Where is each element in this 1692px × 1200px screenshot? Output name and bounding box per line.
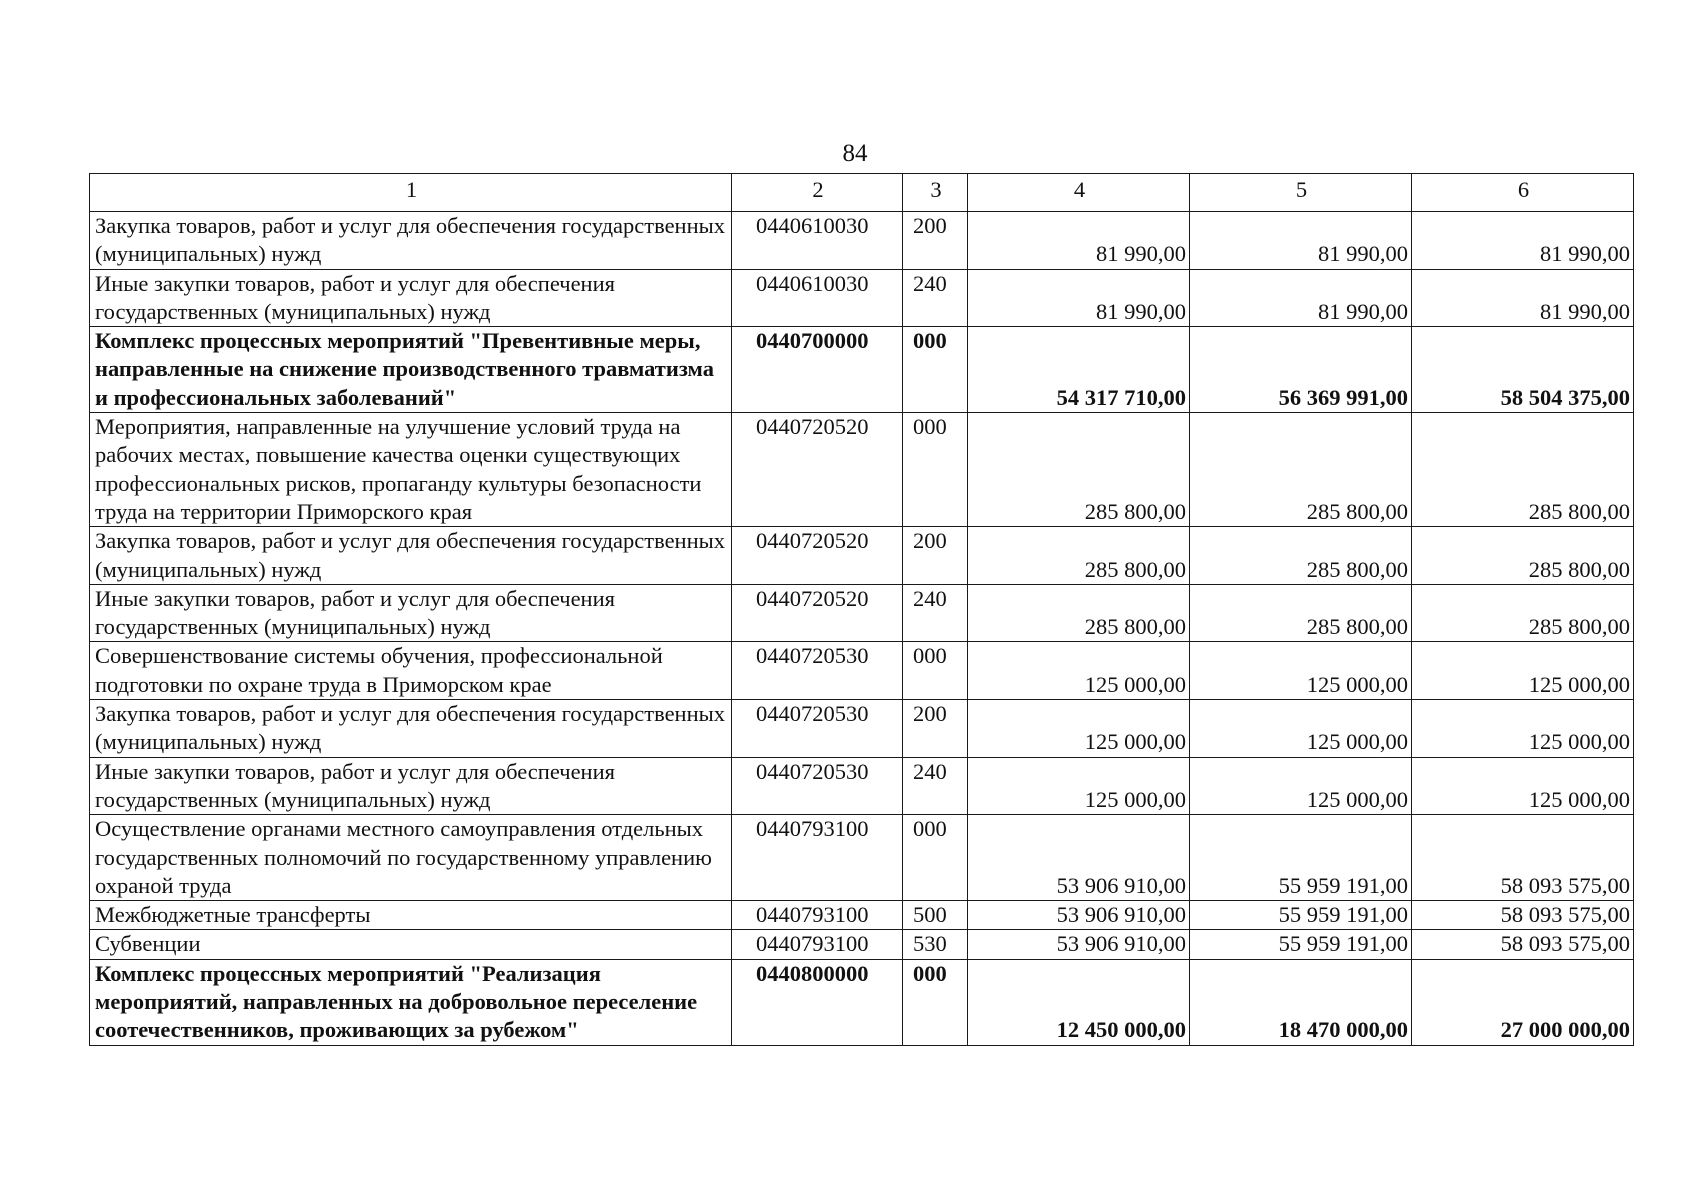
- row-name-cell: Комплекс процессных мероприятий "Превентивные меры, направленные на снижение производственного травматизма и профессиональных заболеваний": [90, 327, 732, 413]
- row-type-cell: 240: [903, 757, 968, 815]
- row-code-cell: 0440800000: [732, 959, 903, 1045]
- table-row: [90, 815, 1634, 901]
- row-amount-col5-cell: 285 800,00: [1190, 527, 1412, 585]
- row-amount-col5-cell: 55 959 191,00: [1190, 901, 1412, 930]
- column-header: 5: [1190, 174, 1412, 212]
- table-row: [90, 212, 1634, 270]
- table-row: [90, 757, 1634, 815]
- row-amount-col4-cell: 125 000,00: [968, 757, 1190, 815]
- table-body: [90, 212, 1634, 1046]
- column-header: 4: [968, 174, 1190, 212]
- table-row: [90, 527, 1634, 585]
- row-name-cell: Субвенции: [90, 930, 732, 959]
- row-name-cell: Межбюджетные трансферты: [90, 901, 732, 930]
- row-amount-col4-cell: 285 800,00: [968, 413, 1190, 527]
- row-type-cell: 000: [903, 642, 968, 700]
- row-name-cell: Иные закупки товаров, работ и услуг для обеспечения государственных (муниципальных) нужд: [90, 269, 732, 327]
- row-code-cell: 0440720530: [732, 642, 903, 700]
- row-amount-col5-cell: 55 959 191,00: [1190, 815, 1412, 901]
- table-row: [90, 413, 1634, 527]
- table-row: [90, 327, 1634, 413]
- row-amount-col6-cell: 285 800,00: [1412, 413, 1634, 527]
- row-name-cell: Иные закупки товаров, работ и услуг для обеспечения государственных (муниципальных) нужд: [90, 757, 732, 815]
- row-type-cell: 500: [903, 901, 968, 930]
- row-amount-col6-cell: 58 093 575,00: [1412, 815, 1634, 901]
- row-type-cell: 240: [903, 584, 968, 642]
- row-amount-col4-cell: 285 800,00: [968, 584, 1190, 642]
- row-name-cell: Комплекс процессных мероприятий "Реализация мероприятий, направленных на добровольное переселение соотечественников, проживающих за рубежом": [90, 959, 732, 1045]
- row-type-cell: 200: [903, 527, 968, 585]
- row-code-cell: 0440793100: [732, 815, 903, 901]
- row-type-cell: 000: [903, 815, 968, 901]
- row-name-cell: Мероприятия, направленные на улучшение условий труда на рабочих местах, повышение качества оценки существующих профессиональных рисков, пропаганду культуры безопасности труда на территории Приморского края: [90, 413, 732, 527]
- row-code-cell: 0440720520: [732, 527, 903, 585]
- row-amount-col4-cell: 12 450 000,00: [968, 959, 1190, 1045]
- row-amount-col5-cell: 285 800,00: [1190, 413, 1412, 527]
- row-amount-col4-cell: 81 990,00: [968, 212, 1190, 270]
- row-name-cell: Совершенствование системы обучения, профессиональной подготовки по охране труда в Приморском крае: [90, 642, 732, 700]
- row-code-cell: 0440720530: [732, 700, 903, 758]
- row-amount-col5-cell: 81 990,00: [1190, 212, 1412, 270]
- row-amount-col6-cell: 58 093 575,00: [1412, 930, 1634, 959]
- row-amount-col4-cell: 125 000,00: [968, 700, 1190, 758]
- row-amount-col6-cell: 58 504 375,00: [1412, 327, 1634, 413]
- table-row: [90, 959, 1634, 1045]
- row-amount-col5-cell: 81 990,00: [1190, 269, 1412, 327]
- row-amount-col4-cell: 53 906 910,00: [968, 901, 1190, 930]
- row-name-cell: Закупка товаров, работ и услуг для обеспечения государственных (муниципальных) нужд: [90, 527, 732, 585]
- row-amount-col5-cell: 125 000,00: [1190, 642, 1412, 700]
- budget-table: [89, 173, 1634, 1046]
- row-name-cell: Закупка товаров, работ и услуг для обеспечения государственных (муниципальных) нужд: [90, 700, 732, 758]
- row-amount-col6-cell: 285 800,00: [1412, 584, 1634, 642]
- row-amount-col5-cell: 18 470 000,00: [1190, 959, 1412, 1045]
- row-type-cell: 200: [903, 212, 968, 270]
- row-code-cell: 0440610030: [732, 269, 903, 327]
- column-header: 3: [903, 174, 968, 212]
- row-amount-col5-cell: 55 959 191,00: [1190, 930, 1412, 959]
- row-amount-col6-cell: 125 000,00: [1412, 757, 1634, 815]
- row-type-cell: 200: [903, 700, 968, 758]
- table-row: [90, 930, 1634, 959]
- row-code-cell: 0440700000: [732, 327, 903, 413]
- row-amount-col6-cell: 285 800,00: [1412, 527, 1634, 585]
- row-type-cell: 000: [903, 959, 968, 1045]
- row-code-cell: 0440610030: [732, 212, 903, 270]
- row-amount-col5-cell: 125 000,00: [1190, 757, 1412, 815]
- row-amount-col4-cell: 53 906 910,00: [968, 815, 1190, 901]
- row-amount-col4-cell: 285 800,00: [968, 527, 1190, 585]
- row-amount-col6-cell: 81 990,00: [1412, 269, 1634, 327]
- row-code-cell: 0440720530: [732, 757, 903, 815]
- row-amount-col6-cell: 81 990,00: [1412, 212, 1634, 270]
- row-code-cell: 0440793100: [732, 901, 903, 930]
- table-row: [90, 269, 1634, 327]
- row-code-cell: 0440793100: [732, 930, 903, 959]
- row-amount-col6-cell: 125 000,00: [1412, 642, 1634, 700]
- row-amount-col5-cell: 285 800,00: [1190, 584, 1412, 642]
- row-amount-col4-cell: 53 906 910,00: [968, 930, 1190, 959]
- column-header: 6: [1412, 174, 1634, 212]
- table-row: [90, 584, 1634, 642]
- row-amount-col4-cell: 54 317 710,00: [968, 327, 1190, 413]
- row-code-cell: 0440720520: [732, 413, 903, 527]
- row-amount-col4-cell: 125 000,00: [968, 642, 1190, 700]
- row-type-cell: 530: [903, 930, 968, 959]
- table-row: [90, 642, 1634, 700]
- column-header: 2: [732, 174, 903, 212]
- row-type-cell: 000: [903, 413, 968, 527]
- row-amount-col4-cell: 81 990,00: [968, 269, 1190, 327]
- table-row: [90, 700, 1634, 758]
- table-row: [90, 901, 1634, 930]
- row-name-cell: Закупка товаров, работ и услуг для обеспечения государственных (муниципальных) нужд: [90, 212, 732, 270]
- column-number-row: [90, 174, 1634, 212]
- row-name-cell: Осуществление органами местного самоуправления отдельных государственных полномочий по государственному управлению охраной труда: [90, 815, 732, 901]
- row-code-cell: 0440720520: [732, 584, 903, 642]
- column-header: 1: [90, 174, 732, 212]
- row-amount-col5-cell: 125 000,00: [1190, 700, 1412, 758]
- row-type-cell: 240: [903, 269, 968, 327]
- row-name-cell: Иные закупки товаров, работ и услуг для обеспечения государственных (муниципальных) нужд: [90, 584, 732, 642]
- row-amount-col6-cell: 58 093 575,00: [1412, 901, 1634, 930]
- row-type-cell: 000: [903, 327, 968, 413]
- row-amount-col6-cell: 125 000,00: [1412, 700, 1634, 758]
- row-amount-col5-cell: 56 369 991,00: [1190, 327, 1412, 413]
- row-amount-col6-cell: 27 000 000,00: [1412, 959, 1634, 1045]
- page-number: 84: [842, 140, 868, 167]
